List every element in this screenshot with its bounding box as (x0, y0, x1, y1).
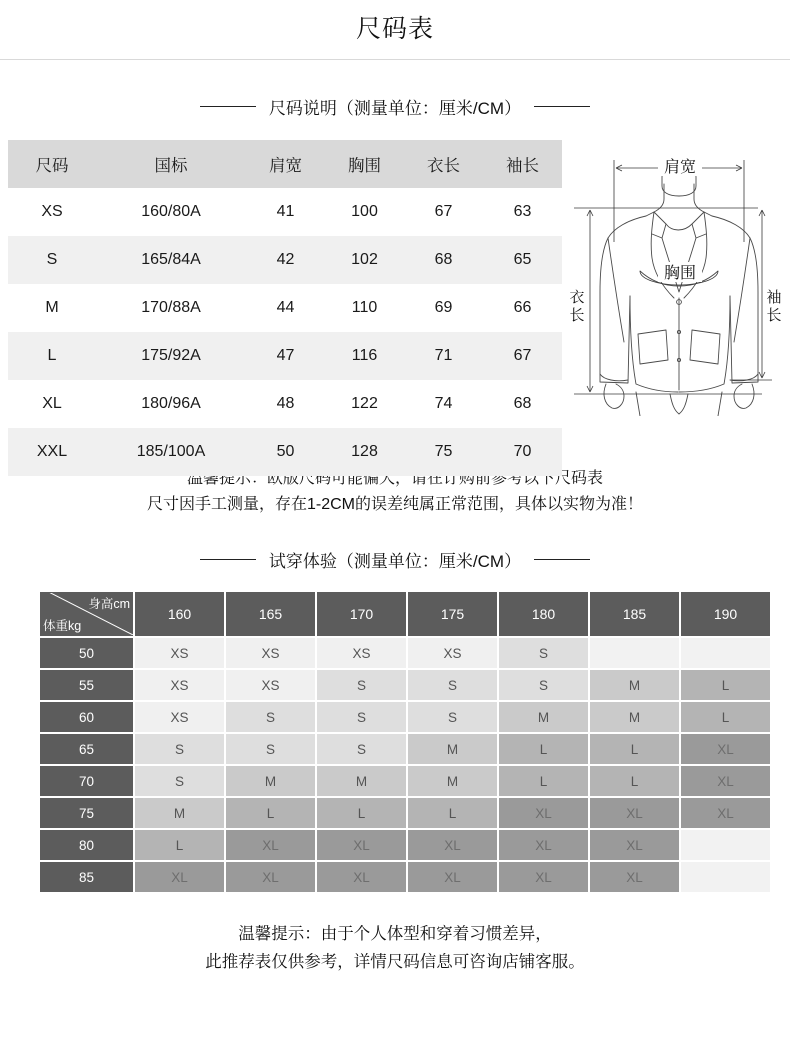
cell-chest: 102 (351, 251, 378, 268)
fitting-cell-size: M (317, 766, 406, 796)
cell-shoulder: 48 (276, 395, 295, 412)
axis-label-weight: 体重kg (43, 619, 82, 633)
fitting-cell-size: M (408, 734, 497, 764)
cell-chest: 128 (351, 443, 378, 460)
fitting-table-row (40, 830, 770, 860)
fitting-cell-size: XS (226, 670, 315, 700)
fitting-recommendation-table (38, 590, 772, 894)
column-header-height-165: 165 (226, 592, 315, 636)
cell-sleeve: 67 (513, 347, 532, 364)
fitting-cell-size: L (135, 830, 224, 860)
cell-sleeve: 63 (513, 203, 532, 220)
fitting-cell-size: S (499, 670, 588, 700)
column-header-chest: 胸围 (348, 157, 381, 175)
label-sleeve-2: 长 (766, 307, 782, 324)
label-length-2: 长 (569, 307, 585, 324)
fitting-cell-size: XL (590, 862, 679, 892)
size-spec-table (8, 140, 562, 476)
fitting-cell-size: S (499, 638, 588, 668)
cell-size: XXL (36, 443, 68, 460)
fitting-cell-size: L (317, 798, 406, 828)
row-header-weight-70: 70 (40, 766, 133, 796)
fitting-cell-size: XL (590, 798, 679, 828)
fitting-cell-size: XL (135, 862, 224, 892)
table-row (8, 188, 562, 236)
cell-shoulder: 44 (276, 299, 295, 316)
fitting-cell-size: XS (135, 702, 224, 732)
cell-length: 71 (434, 347, 453, 364)
fitting-table-row (40, 702, 770, 732)
cell-size: S (46, 251, 58, 268)
column-header-height-190: 190 (681, 592, 770, 636)
fitting-section-heading (0, 547, 790, 572)
cell-size: L (47, 347, 57, 364)
fitting-cell-size: L (590, 734, 679, 764)
fitting-table-wrap (0, 590, 790, 894)
cell-size: M (45, 299, 59, 316)
axis-corner-cell (40, 592, 133, 636)
cell-gb: 170/88A (141, 299, 201, 316)
fitting-cell-size: L (499, 734, 588, 764)
fitting-cell-size: XL (226, 862, 315, 892)
table-row (8, 284, 562, 332)
column-header-height-175: 175 (408, 592, 497, 636)
fitting-cell-size: L (499, 766, 588, 796)
label-shoulder-width: 肩宽 (663, 159, 697, 176)
fitting-cell-size: XS (135, 638, 224, 668)
notice-line-2: 尺寸因手工测量，存在1-2CM的误差纯属正常范围，具体以实物为准！ (146, 496, 643, 513)
fitting-cell-size: M (226, 766, 315, 796)
fitting-cell-size: XL (408, 830, 497, 860)
cell-gb: 165/84A (141, 251, 201, 268)
size-spec-block (0, 140, 790, 460)
column-header-sleeve: 袖长 (506, 157, 539, 175)
page-title: 尺码表 (355, 15, 434, 43)
cell-size: XL (42, 395, 62, 412)
cell-size: XS (41, 203, 63, 220)
cell-chest: 122 (351, 395, 378, 412)
label-length-1: 衣 (569, 289, 585, 306)
row-header-weight-50: 50 (40, 638, 133, 668)
fitting-cell-size: XS (226, 638, 315, 668)
fitting-cell-size: XL (317, 862, 406, 892)
fitting-cell-size: L (226, 798, 315, 828)
cell-gb: 160/80A (141, 203, 201, 220)
cell-length: 74 (434, 395, 453, 412)
fitting-cell-size: S (135, 734, 224, 764)
fitting-table-row (40, 862, 770, 892)
fitting-cell-size: XS (317, 638, 406, 668)
cell-chest: 116 (351, 347, 378, 364)
fitting-cell-size: XL (499, 830, 588, 860)
fitting-table-row (40, 638, 770, 668)
cell-sleeve: 66 (513, 299, 532, 316)
fitting-cell-empty (590, 638, 679, 668)
fitting-cell-size: L (408, 798, 497, 828)
axis-label-height: 身高cm (88, 597, 130, 611)
cell-shoulder: 42 (276, 251, 295, 268)
cell-chest: 110 (351, 299, 378, 316)
fitting-cell-size: S (317, 670, 406, 700)
column-header-shoulder: 肩宽 (269, 157, 302, 175)
fitting-cell-empty (681, 638, 770, 668)
fitting-cell-size: XL (681, 766, 770, 796)
notice-line-1: 温馨提示：由于个人体型和穿着习惯差异， (238, 925, 552, 943)
fitting-cell-size: XL (681, 734, 770, 764)
cell-length: 68 (434, 251, 453, 268)
notice-line-2: 此推荐表仅供参考，详情尺码信息可咨询店铺客服。 (205, 953, 585, 971)
fitting-table-body (40, 638, 770, 892)
cell-length: 69 (434, 299, 453, 316)
fitting-table-row (40, 766, 770, 796)
fitting-cell-size: S (317, 702, 406, 732)
cell-length: 67 (434, 203, 453, 220)
size-spec-heading-text: 尺码说明（测量单位：厘米/CM） (268, 99, 522, 118)
fitting-cell-size: S (226, 702, 315, 732)
fitting-cell-size: XS (408, 638, 497, 668)
notice-line-1: 温馨提示：欧版尺码可能偏大，请在订购前参考以下尺码表 (186, 470, 603, 487)
label-sleeve-1: 袖 (766, 289, 782, 306)
fitting-table-row (40, 670, 770, 700)
row-header-weight-60: 60 (40, 702, 133, 732)
table-header-row (8, 140, 562, 188)
fitting-cell-empty (681, 862, 770, 892)
fitting-cell-size: S (226, 734, 315, 764)
row-header-weight-65: 65 (40, 734, 133, 764)
fitting-cell-size: XL (590, 830, 679, 860)
suit-measurement-illustration (566, 146, 782, 416)
column-header-height-185: 185 (590, 592, 679, 636)
fitting-table-row (40, 798, 770, 828)
title-divider (0, 59, 790, 60)
table-row (8, 428, 562, 476)
table-row (8, 380, 562, 428)
row-header-weight-80: 80 (40, 830, 133, 860)
cell-sleeve: 68 (513, 395, 532, 412)
column-header-height-160: 160 (135, 592, 224, 636)
fitting-cell-size: M (408, 766, 497, 796)
dash-right-icon (534, 106, 590, 107)
fitting-cell-empty (681, 830, 770, 860)
column-header-length: 衣长 (427, 157, 460, 175)
fitting-table-row (40, 734, 770, 764)
table-row (8, 332, 562, 380)
cell-gb: 180/96A (141, 395, 201, 412)
label-chest: 胸围 (663, 265, 697, 282)
fitting-notice (0, 920, 790, 976)
fitting-cell-size: S (317, 734, 406, 764)
fitting-header-row (40, 592, 770, 636)
fitting-cell-size: L (681, 702, 770, 732)
cell-gb: 185/100A (136, 443, 206, 460)
column-header-height-180: 180 (499, 592, 588, 636)
row-header-weight-55: 55 (40, 670, 133, 700)
fitting-cell-size: S (408, 670, 497, 700)
fitting-cell-size: XL (317, 830, 406, 860)
fitting-heading-text: 试穿体验（测量单位：厘米/CM） (268, 552, 522, 571)
column-header-size: 尺码 (35, 157, 69, 175)
cell-sleeve: 65 (513, 251, 532, 268)
table-row (8, 236, 562, 284)
fitting-cell-size: XL (408, 862, 497, 892)
fitting-cell-size: XL (499, 798, 588, 828)
cell-shoulder: 50 (276, 443, 295, 460)
cell-chest: 100 (351, 203, 378, 220)
cell-length: 75 (434, 443, 453, 460)
column-header-gb: 国标 (154, 157, 188, 175)
cell-shoulder: 41 (276, 203, 295, 220)
fitting-cell-size: M (590, 670, 679, 700)
fitting-cell-size: XL (681, 798, 770, 828)
cell-gb: 175/92A (141, 347, 201, 364)
fitting-cell-size: M (499, 702, 588, 732)
fitting-cell-size: L (590, 766, 679, 796)
row-header-weight-85: 85 (40, 862, 133, 892)
fitting-cell-size: M (590, 702, 679, 732)
dash-left-icon (200, 559, 256, 560)
column-header-height-170: 170 (317, 592, 406, 636)
dash-right-icon (534, 559, 590, 560)
fitting-cell-size: S (135, 766, 224, 796)
fitting-cell-size: L (681, 670, 770, 700)
fitting-cell-size: XL (226, 830, 315, 860)
fitting-cell-size: XS (135, 670, 224, 700)
dash-left-icon (200, 106, 256, 107)
cell-shoulder: 47 (276, 347, 295, 364)
size-spec-section-heading (0, 94, 790, 119)
fitting-cell-size: M (135, 798, 224, 828)
cell-sleeve: 70 (513, 443, 532, 460)
fitting-cell-size: XL (499, 862, 588, 892)
fitting-cell-size: S (408, 702, 497, 732)
row-header-weight-75: 75 (40, 798, 133, 828)
